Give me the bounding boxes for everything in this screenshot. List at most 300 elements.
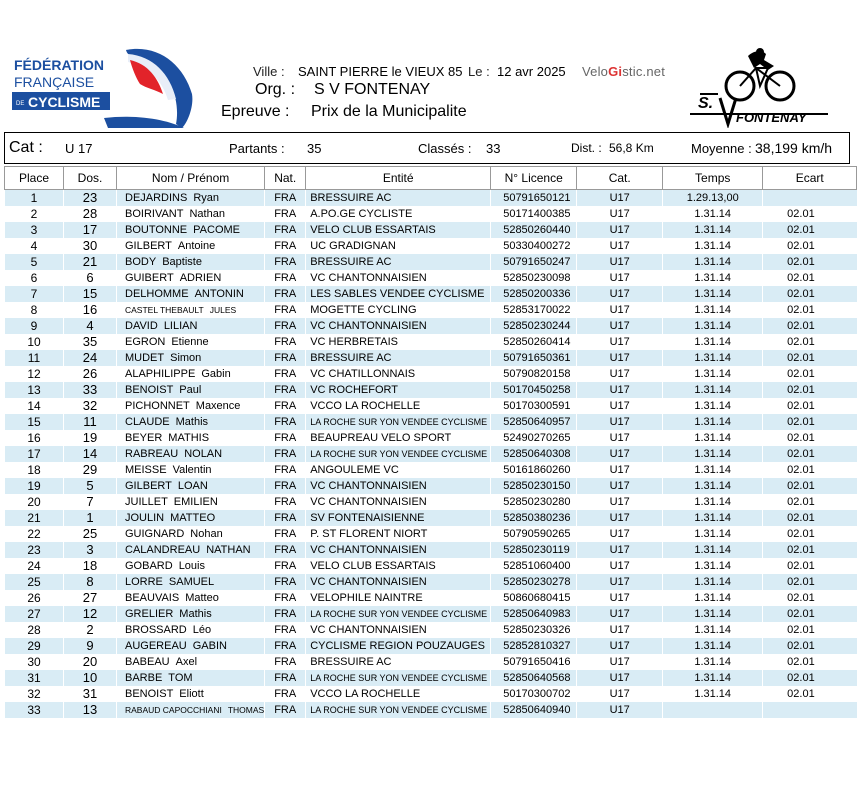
gap-cell: 02.01 (763, 334, 857, 350)
rider-lastname: BEAUVAIS (125, 592, 180, 604)
gap-cell: 02.01 (763, 606, 857, 622)
nationality-cell: FRA (265, 574, 306, 590)
place-cell: 21 (5, 510, 64, 526)
rider-lastname: BOUTONNE (125, 224, 188, 236)
licence-cell: 50791650416 (491, 654, 577, 670)
ffc-line-2: FRANÇAISE (14, 74, 95, 90)
rider-name-cell (117, 478, 265, 494)
table-row (5, 398, 857, 414)
licence-cell: 52850230119 (491, 542, 577, 558)
rider-name-cell (117, 190, 265, 207)
org-value: S V FONTENAY (314, 81, 431, 98)
place-cell: 22 (5, 526, 64, 542)
dossard-cell: 5 (64, 478, 117, 494)
licence-cell: 50860680415 (491, 590, 577, 606)
rider-firstname: MATHIS (168, 432, 210, 444)
category-cell: U17 (577, 654, 663, 670)
time-cell: 1.31.14 (663, 670, 763, 686)
licence-cell: 50791650121 (491, 190, 577, 207)
category-cell: U17 (577, 398, 663, 414)
cat-label: Cat : (9, 139, 43, 156)
entite-cell: LA ROCHE SUR YON VENDEE CYCLISME (306, 606, 491, 622)
entite-cell: VELO CLUB ESSARTAIS (306, 558, 491, 574)
dossard-cell: 35 (64, 334, 117, 350)
time-cell: 1.31.14 (663, 350, 763, 366)
ffc-logo (8, 44, 198, 130)
nationality-cell: FRA (265, 206, 306, 222)
nationality-cell: FRA (265, 526, 306, 542)
category-cell: U17 (577, 702, 663, 718)
entite-cell: VC CHATILLONNAIS (306, 366, 491, 382)
rider-lastname: BOIRIVANT (125, 208, 184, 220)
rider-firstname: Matteo (185, 592, 219, 604)
entite-cell: VC CHANTONNAISIEN (306, 542, 491, 558)
dossard-cell: 23 (64, 190, 117, 207)
place-cell: 16 (5, 430, 64, 446)
place-cell: 7 (5, 286, 64, 302)
rider-firstname: ANTONIN (194, 288, 244, 300)
licence-cell: 52850230098 (491, 270, 577, 286)
time-cell: 1.31.14 (663, 526, 763, 542)
dossard-cell: 13 (64, 702, 117, 718)
gap-cell: 02.01 (763, 542, 857, 558)
rider-name-cell (117, 334, 265, 350)
dossard-cell: 12 (64, 606, 117, 622)
licence-cell: 50170450258 (491, 382, 577, 398)
licence-cell: 52850200336 (491, 286, 577, 302)
org-label: Org. : (255, 81, 296, 98)
table-row (5, 494, 857, 510)
velogistic-brand: VeloGistic.net (582, 64, 666, 79)
gap-cell: 02.01 (763, 318, 857, 334)
place-cell: 14 (5, 398, 64, 414)
entite-cell: LA ROCHE SUR YON VENDEE CYCLISME (306, 702, 491, 718)
col-licence: N° Licence (491, 167, 577, 190)
licence-cell: 52853170022 (491, 302, 577, 318)
epreuve-value: Prix de la Municipalite (311, 103, 467, 120)
dossard-cell: 8 (64, 574, 117, 590)
entite-cell: LA ROCHE SUR YON VENDEE CYCLISME (306, 670, 491, 686)
licence-cell: 50170300591 (491, 398, 577, 414)
table-row (5, 270, 857, 286)
dossard-cell: 2 (64, 622, 117, 638)
category-cell: U17 (577, 510, 663, 526)
licence-cell: 52852810327 (491, 638, 577, 654)
nationality-cell: FRA (265, 510, 306, 526)
dossard-cell: 14 (64, 446, 117, 462)
table-row (5, 446, 857, 462)
nationality-cell: FRA (265, 254, 306, 270)
nationality-cell: FRA (265, 286, 306, 302)
rider-lastname: PICHONNET (125, 400, 190, 412)
rider-name-cell (117, 590, 265, 606)
entite-cell: VCCO LA ROCHELLE (306, 398, 491, 414)
partants-value: 35 (307, 141, 322, 156)
time-cell: 1.31.14 (663, 238, 763, 254)
rider-name-cell (117, 302, 265, 318)
licence-cell: 50791650247 (491, 254, 577, 270)
rider-firstname: Ryan (193, 192, 220, 204)
le-label: Le : (468, 64, 490, 79)
dossard-cell: 15 (64, 286, 117, 302)
category-cell: U17 (577, 462, 663, 478)
gap-cell: 02.01 (763, 350, 857, 366)
entite-cell: VELO CLUB ESSARTAIS (306, 222, 491, 238)
gap-cell: 02.01 (763, 526, 857, 542)
time-cell: 1.31.14 (663, 270, 763, 286)
category-cell: U17 (577, 302, 663, 318)
entite-cell: VC HERBRETAIS (306, 334, 491, 350)
gap-cell: 02.01 (763, 494, 857, 510)
dossard-cell: 33 (64, 382, 117, 398)
rider-lastname: CALANDREAU (125, 544, 201, 556)
dossard-cell: 25 (64, 526, 117, 542)
place-cell: 26 (5, 590, 64, 606)
entite-cell: VCCO LA ROCHELLE (306, 686, 491, 702)
nationality-cell: FRA (265, 590, 306, 606)
category-cell: U17 (577, 414, 663, 430)
place-cell: 29 (5, 638, 64, 654)
rider-firstname: Paul (179, 384, 202, 396)
category-cell: U17 (577, 686, 663, 702)
classes-value: 33 (486, 141, 501, 156)
rider-name-cell (117, 638, 265, 654)
licence-cell: 52850260440 (491, 222, 577, 238)
nationality-cell: FRA (265, 382, 306, 398)
entite-cell: VC CHANTONNAISIEN (306, 478, 491, 494)
time-cell: 1.31.14 (663, 366, 763, 382)
nationality-cell: FRA (265, 638, 306, 654)
table-row (5, 334, 857, 350)
rider-lastname: BENOIST (125, 688, 174, 700)
time-cell: 1.31.14 (663, 622, 763, 638)
category-cell: U17 (577, 238, 663, 254)
rider-name-cell (117, 686, 265, 702)
table-row (5, 622, 857, 638)
gap-cell: 02.01 (763, 638, 857, 654)
gap-cell: 02.01 (763, 510, 857, 526)
rider-lastname: RABREAU (125, 448, 179, 460)
gap-cell: 02.01 (763, 430, 857, 446)
gap-cell: 02.01 (763, 670, 857, 686)
rider-name-cell (117, 254, 265, 270)
entite-cell: BRESSUIRE AC (306, 190, 491, 207)
rider-lastname: BARBE (125, 672, 163, 684)
rider-firstname: JULES (209, 305, 237, 315)
entite-cell: VC CHANTONNAISIEN (306, 494, 491, 510)
licence-cell: 50790820158 (491, 366, 577, 382)
category-cell: U17 (577, 590, 663, 606)
nationality-cell: FRA (265, 446, 306, 462)
entite-cell: BEAUPREAU VELO SPORT (306, 430, 491, 446)
rider-lastname: CLAUDE (125, 416, 170, 428)
rider-name-cell (117, 398, 265, 414)
rider-firstname: LILIAN (163, 320, 198, 332)
rider-firstname: NOLAN (184, 448, 223, 460)
dossard-cell: 21 (64, 254, 117, 270)
entite-cell: VC CHANTONNAISIEN (306, 270, 491, 286)
time-cell: 1.31.14 (663, 558, 763, 574)
rider-name-cell (117, 558, 265, 574)
licence-cell: 50790590265 (491, 526, 577, 542)
gap-cell: 02.01 (763, 238, 857, 254)
dossard-cell: 10 (64, 670, 117, 686)
place-cell: 13 (5, 382, 64, 398)
gap-cell: 02.01 (763, 254, 857, 270)
time-cell: 1.31.14 (663, 334, 763, 350)
nationality-cell: FRA (265, 622, 306, 638)
col-dos: Dos. (64, 167, 117, 190)
rider-lastname: JOULIN (125, 512, 165, 524)
table-row (5, 318, 857, 334)
rider-firstname: Maxence (195, 400, 241, 412)
category-cell: U17 (577, 446, 663, 462)
table-row (5, 702, 857, 718)
rider-firstname: EMILIEN (173, 496, 218, 508)
rider-name-cell (117, 574, 265, 590)
col-place: Place (5, 167, 64, 190)
rider-lastname: DELHOMME (125, 288, 189, 300)
time-cell: 1.31.14 (663, 430, 763, 446)
table-row (5, 382, 857, 398)
rider-name-cell (117, 286, 265, 302)
rider-firstname: GABIN (192, 640, 227, 652)
date-value: 12 avr 2025 (497, 64, 566, 79)
gap-cell (763, 190, 857, 207)
table-row (5, 414, 857, 430)
rider-lastname: GRELIER (125, 608, 174, 620)
entite-cell: P. ST FLORENT NIORT (306, 526, 491, 542)
rider-firstname: Léo (192, 624, 212, 636)
table-row (5, 462, 857, 478)
rider-lastname: BEYER (125, 432, 163, 444)
place-cell: 27 (5, 606, 64, 622)
licence-cell: 52850230244 (491, 318, 577, 334)
dossard-cell: 19 (64, 430, 117, 446)
place-cell: 11 (5, 350, 64, 366)
category-cell: U17 (577, 670, 663, 686)
entite-cell: LA ROCHE SUR YON VENDEE CYCLISME (306, 414, 491, 430)
rider-lastname: JUILLET (125, 496, 168, 508)
entite-cell: VC CHANTONNAISIEN (306, 622, 491, 638)
dossard-cell: 1 (64, 510, 117, 526)
place-cell: 24 (5, 558, 64, 574)
gap-cell: 02.01 (763, 302, 857, 318)
licence-cell: 50330400272 (491, 238, 577, 254)
dossard-cell: 3 (64, 542, 117, 558)
time-cell: 1.31.14 (663, 302, 763, 318)
ffc-line-1: FÉDÉRATION (14, 57, 104, 73)
place-cell: 17 (5, 446, 64, 462)
gap-cell: 02.01 (763, 462, 857, 478)
place-cell: 32 (5, 686, 64, 702)
nationality-cell: FRA (265, 558, 306, 574)
rider-firstname: Simon (170, 352, 202, 364)
dossard-cell: 28 (64, 206, 117, 222)
rider-name-cell (117, 430, 265, 446)
category-cell: U17 (577, 558, 663, 574)
licence-cell: 50170300702 (491, 686, 577, 702)
rider-firstname: Mathis (179, 608, 212, 620)
time-cell: 1.31.14 (663, 494, 763, 510)
dossard-cell: 24 (64, 350, 117, 366)
rider-firstname: NATHAN (206, 544, 251, 556)
col-nom: Nom / Prénom (117, 167, 265, 190)
dossard-cell: 18 (64, 558, 117, 574)
licence-cell: 52850380236 (491, 510, 577, 526)
licence-cell: 52850230280 (491, 494, 577, 510)
club-logo-fontenay: FONTENAY (736, 110, 807, 125)
rider-firstname: Etienne (171, 336, 209, 348)
category-cell: U17 (577, 270, 663, 286)
race-info-bar (4, 132, 850, 164)
rider-firstname: Mathis (175, 416, 209, 428)
category-cell: U17 (577, 622, 663, 638)
table-row (5, 542, 857, 558)
licence-cell: 52850640957 (491, 414, 577, 430)
rider-lastname: BODY (125, 256, 157, 268)
licence-cell: 50171400385 (491, 206, 577, 222)
category-cell: U17 (577, 430, 663, 446)
licence-cell: 52850230278 (491, 574, 577, 590)
category-cell: U17 (577, 382, 663, 398)
licence-cell: 52850640983 (491, 606, 577, 622)
gap-cell: 02.01 (763, 270, 857, 286)
rider-lastname: GILBERT (125, 240, 172, 252)
rider-name-cell (117, 654, 265, 670)
table-row (5, 606, 857, 622)
place-cell: 5 (5, 254, 64, 270)
rider-name-cell (117, 542, 265, 558)
category-cell: U17 (577, 318, 663, 334)
nationality-cell: FRA (265, 190, 306, 207)
rider-lastname: BROSSARD (125, 624, 187, 636)
category-cell: U17 (577, 606, 663, 622)
entite-cell: VC CHANTONNAISIEN (306, 574, 491, 590)
time-cell: 1.31.14 (663, 478, 763, 494)
gap-cell: 02.01 (763, 654, 857, 670)
time-cell (663, 702, 763, 718)
table-row (5, 670, 857, 686)
entite-cell: A.PO.GE CYCLISTE (306, 206, 491, 222)
rider-name-cell (117, 366, 265, 382)
nationality-cell: FRA (265, 686, 306, 702)
table-row (5, 254, 857, 270)
dossard-cell: 17 (64, 222, 117, 238)
dossard-cell: 32 (64, 398, 117, 414)
licence-cell: 50791650361 (491, 350, 577, 366)
nationality-cell: FRA (265, 318, 306, 334)
gap-cell: 02.01 (763, 286, 857, 302)
time-cell: 1.31.14 (663, 686, 763, 702)
entite-cell: VC CHANTONNAISIEN (306, 318, 491, 334)
entite-cell: BRESSUIRE AC (306, 350, 491, 366)
nationality-cell: FRA (265, 350, 306, 366)
dossard-cell: 11 (64, 414, 117, 430)
nationality-cell: FRA (265, 494, 306, 510)
time-cell: 1.31.14 (663, 286, 763, 302)
time-cell: 1.31.14 (663, 654, 763, 670)
licence-cell: 52850640308 (491, 446, 577, 462)
category-cell: U17 (577, 334, 663, 350)
table-row (5, 654, 857, 670)
rider-firstname: ADRIEN (179, 272, 222, 284)
gap-cell: 02.01 (763, 622, 857, 638)
dossard-cell: 20 (64, 654, 117, 670)
category-cell: U17 (577, 478, 663, 494)
rider-lastname: AUGEREAU (125, 640, 187, 652)
licence-cell: 52851060400 (491, 558, 577, 574)
ville-value: SAINT PIERRE le VIEUX 85 (298, 64, 463, 79)
rider-firstname: Nathan (189, 208, 225, 220)
rider-name-cell (117, 222, 265, 238)
gap-cell: 02.01 (763, 478, 857, 494)
table-row (5, 510, 857, 526)
licence-cell: 52850230150 (491, 478, 577, 494)
entite-cell: UC GRADIGNAN (306, 238, 491, 254)
entite-cell: BRESSUIRE AC (306, 254, 491, 270)
category-cell: U17 (577, 350, 663, 366)
rider-name-cell (117, 318, 265, 334)
licence-cell: 52850640940 (491, 702, 577, 718)
epreuve-label: Epreuve : (221, 103, 290, 120)
rider-name-cell (117, 350, 265, 366)
rider-lastname: DEJARDINS (125, 192, 188, 204)
table-row (5, 238, 857, 254)
time-cell: 1.31.14 (663, 590, 763, 606)
nationality-cell: FRA (265, 414, 306, 430)
gap-cell: 02.01 (763, 686, 857, 702)
entite-cell: ANGOULEME VC (306, 462, 491, 478)
table-row (5, 302, 857, 318)
rider-name-cell (117, 446, 265, 462)
rider-name-cell (117, 526, 265, 542)
time-cell: 1.31.14 (663, 606, 763, 622)
nationality-cell: FRA (265, 270, 306, 286)
rider-lastname: BENOIST (125, 384, 174, 396)
rider-lastname: MUDET (125, 352, 165, 364)
rider-name-cell (117, 622, 265, 638)
ffc-line-4: CYCLISME (28, 94, 101, 110)
nationality-cell: FRA (265, 238, 306, 254)
rider-firstname: Valentin (172, 464, 212, 476)
table-row (5, 190, 857, 207)
cat-value: U 17 (65, 141, 93, 156)
rider-lastname: BABEAU (125, 656, 170, 668)
partants-label: Partants : (229, 141, 285, 156)
dossard-cell: 16 (64, 302, 117, 318)
gap-cell: 02.01 (763, 590, 857, 606)
nationality-cell: FRA (265, 398, 306, 414)
rider-name-cell (117, 510, 265, 526)
nationality-cell: FRA (265, 702, 306, 718)
entite-cell: VC ROCHEFORT (306, 382, 491, 398)
rider-firstname: Baptiste (162, 256, 202, 268)
gap-cell (763, 702, 857, 718)
rider-firstname: Antoine (177, 240, 216, 252)
category-cell: U17 (577, 222, 663, 238)
time-cell: 1.29.13,00 (663, 190, 763, 207)
dossard-cell: 27 (64, 590, 117, 606)
place-cell: 6 (5, 270, 64, 286)
category-cell: U17 (577, 574, 663, 590)
category-cell: U17 (577, 494, 663, 510)
rider-firstname: Gabin (201, 368, 231, 380)
nationality-cell: FRA (265, 478, 306, 494)
rider-lastname: CASTEL THEBAULT (125, 305, 204, 315)
rider-lastname: RABAUD CAPOCCHIANI (125, 705, 222, 715)
category-cell: U17 (577, 638, 663, 654)
